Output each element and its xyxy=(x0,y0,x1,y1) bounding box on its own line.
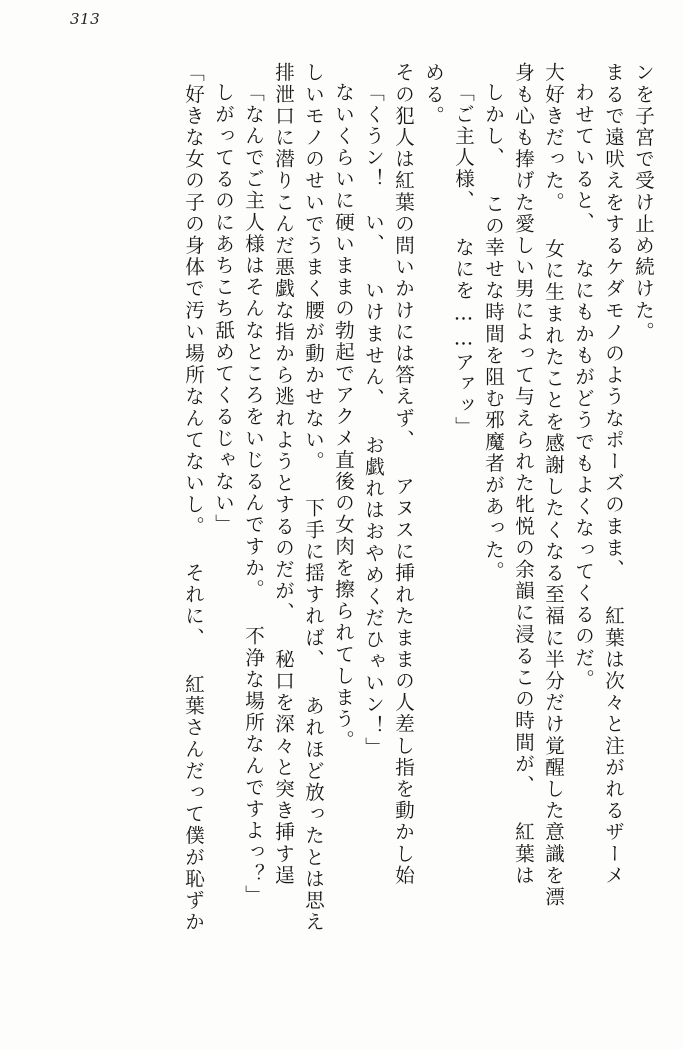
text-column: しがってるのにあちこち舐めてくるじゃない」 xyxy=(212,82,235,536)
vertical-text-body xyxy=(44,62,653,1017)
text-column: める。 xyxy=(422,62,445,127)
page-number: 313 xyxy=(70,10,101,28)
text-column: 身も心も捧げた愛しい男によって与えられた牝悦の余韻に浸るこの時間が、 紅葉は xyxy=(512,62,535,887)
text-column: ないくらいに硬いままの勃起でアクメ直後の女肉を擦られてしまう。 xyxy=(332,82,355,752)
text-column: 「なんでご主人様はそんなところをいじるんですか。 不浄な場所なんですよっ？」 xyxy=(242,82,265,907)
text-column: 「ご主人様、 なにを……アァッ」 xyxy=(452,82,475,439)
text-column: しかし、 この幸せな時間を阻む邪魔者があった。 xyxy=(482,82,505,583)
text-column: ンを子宮で受け止め続けた。 xyxy=(632,62,655,343)
text-column: まるで遠吠えをするケダモノのようなポーズのまま、 紅葉は次々と注がれるザーメ xyxy=(602,62,625,887)
text-column: わせていると、 なにもかもがどうでもよくなってくるのだ。 xyxy=(572,82,595,691)
text-column: その犯人は紅葉の問いかけには答えず、 アヌスに挿れたままの人差し指を動かし始 xyxy=(392,62,415,887)
text-column: 「好きな女の子の身体で汚い場所なんてないし。 それに、 紅葉さんだって僕が恥ずか xyxy=(182,62,205,933)
text-column: しいモノのせいでうまく腰が動かせない。 下手に揺すれば、 あれほど放ったとは思え xyxy=(302,62,325,933)
text-column: 「くうン！ い、 いけません、 お戯れはおやめくだひゃいン！」 xyxy=(362,82,385,759)
text-column: 排泄口に潜りこんだ悪戯な指から逃れようとするのだが、 秘口を深々と突き挿す逞 xyxy=(272,62,295,887)
text-column: 大好きだった。 女に生まれたことを感謝したくなる至福に半分だけ覚醒した意識を漂 xyxy=(542,62,565,908)
